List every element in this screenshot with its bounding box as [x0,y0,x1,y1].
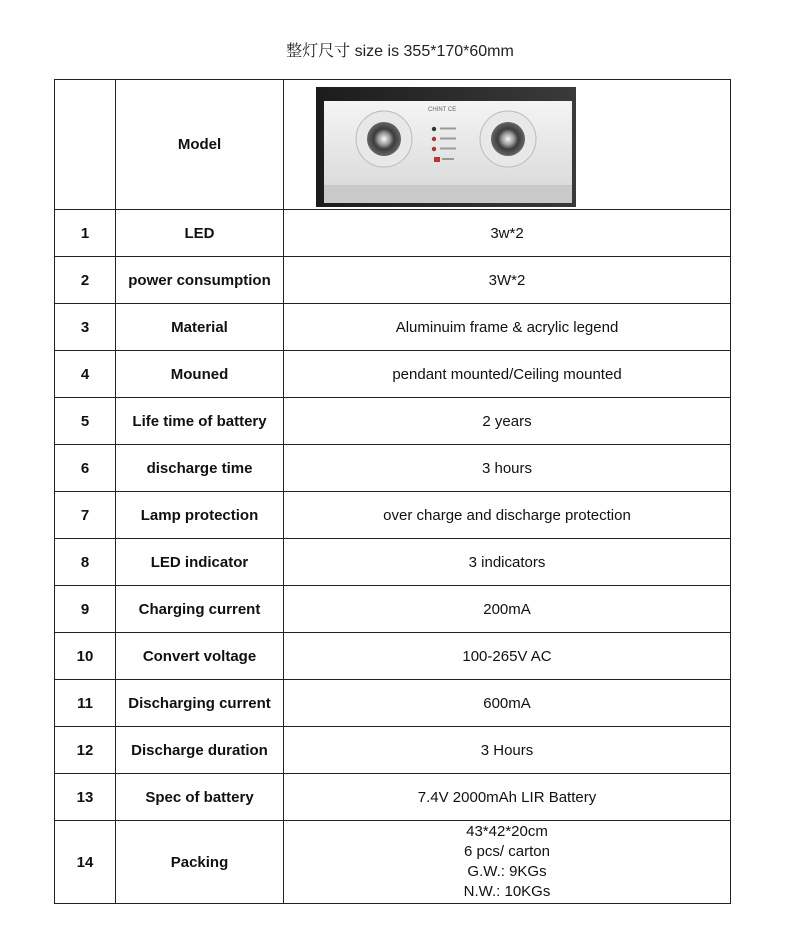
row-property: Discharge duration [116,727,284,774]
row-value: 600mA [284,680,731,727]
row-number: 7 [55,492,116,539]
row-value: 2 years [284,398,731,445]
table-row [55,304,731,351]
table-row [55,398,731,445]
row-number: 11 [55,680,116,727]
row-number: 1 [55,210,116,257]
row-number: 2 [55,257,116,304]
row-property: Material [116,304,284,351]
row-number: 6 [55,445,116,492]
row-value: Aluminuim frame & acrylic legend [284,304,731,351]
row-value: 3W*2 [284,257,731,304]
packing-line: G.W.: 9KGs [467,863,547,880]
row-number: 13 [55,774,116,821]
table-row [55,539,731,586]
table-row [55,257,731,304]
row-value: 3 Hours [284,727,731,774]
brand-logo-text: CHINT CE [428,106,457,113]
packing-details [284,821,731,904]
table-row [55,210,731,257]
row-number: 9 [55,586,116,633]
row-property: Discharging current [116,680,284,727]
table-row [55,727,731,774]
row-number: 14 [55,821,116,904]
row-value: 3w*2 [284,210,731,257]
row-property: LED indicator [116,539,284,586]
row-number: 4 [55,351,116,398]
table-row [55,633,731,680]
row-property: Spec of battery [116,774,284,821]
table-row [55,492,731,539]
row-number: 12 [55,727,116,774]
row-value: over charge and discharge protection [284,492,731,539]
product-photo [316,87,576,207]
packing-line: 6 pcs/ carton [464,843,550,860]
row-property: Life time of battery [116,398,284,445]
row-property: Convert voltage [116,633,284,680]
row-property: Charging current [116,586,284,633]
table-row [55,586,731,633]
table-row [55,774,731,821]
packing-row [55,821,731,904]
table-row [55,680,731,727]
row-value: pendant mounted/Ceiling mounted [284,351,731,398]
table-row [55,445,731,492]
row-value: 7.4V 2000mAh LIR Battery [284,774,731,821]
row-value: 100-265V AC [284,633,731,680]
product-image-cell [284,80,731,210]
row-property: Packing [116,821,284,904]
model-label: Model [116,80,284,210]
row-property: discharge time [116,445,284,492]
row-property: Mouned [116,351,284,398]
row-value: 3 indicators [284,539,731,586]
spec-table [54,79,731,904]
row-property: Lamp protection [116,492,284,539]
row-value: 3 hours [284,445,731,492]
row-value: 200mA [284,586,731,633]
row-number: 3 [55,304,116,351]
row-property: power consumption [116,257,284,304]
page-title: 整灯尺寸 size is 355*170*60mm [286,43,514,60]
packing-line: N.W.: 10KGs [463,883,551,900]
spec-rows [55,210,731,821]
packing-line: 43*42*20cm [466,823,548,840]
table-header-row [55,80,731,210]
row-number: 8 [55,539,116,586]
table-row [55,351,731,398]
header-num-cell [55,80,116,210]
row-number: 10 [55,633,116,680]
emergency-light-image [316,87,576,207]
row-property: LED [116,210,284,257]
row-number: 5 [55,398,116,445]
